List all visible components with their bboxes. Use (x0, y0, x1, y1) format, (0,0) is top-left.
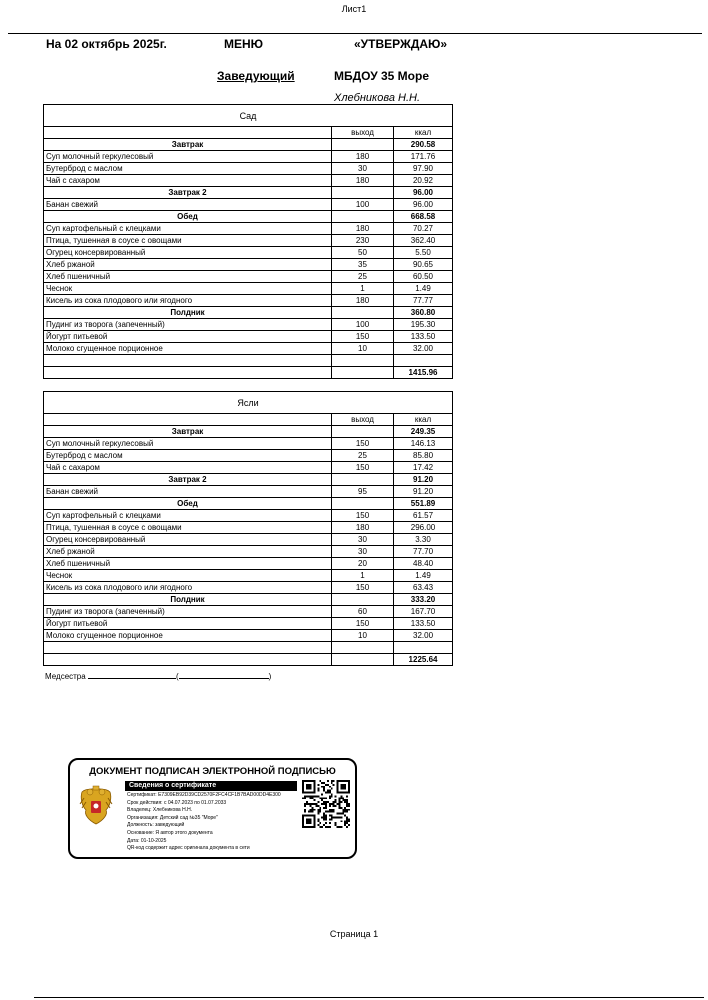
total-label (44, 654, 332, 666)
meal-name: Завтрак 2 (44, 474, 332, 486)
nurse-label: Медсестра (45, 672, 86, 681)
dish-kcal: 97.90 (394, 163, 453, 175)
certificate-detail-line: Должность: заведующий (127, 822, 185, 829)
blank-row (44, 642, 453, 654)
meal-row (44, 498, 453, 510)
dish-kcal: 32.00 (394, 343, 453, 355)
dish-kcal: 17.42 (394, 462, 453, 474)
dish-portion: 10 (332, 630, 394, 642)
dish-row (44, 151, 453, 163)
approval-heading: «УТВЕРЖДАЮ» (354, 37, 448, 51)
dish-name: Банан свежий (44, 199, 332, 211)
meal-kcal: 290.58 (394, 139, 453, 151)
meal-portion (332, 307, 394, 319)
dish-name: Молоко сгущенное порционное (44, 343, 332, 355)
meal-name: Завтрак (44, 426, 332, 438)
dish-name: Кисель из сока плодового или ягодного (44, 582, 332, 594)
dish-kcal: 1.49 (394, 570, 453, 582)
nurse-signature-line (45, 671, 271, 681)
dish-row (44, 259, 453, 271)
dish-row (44, 331, 453, 343)
dish-row (44, 343, 453, 355)
dish-portion: 30 (332, 163, 394, 175)
meal-kcal: 333.20 (394, 594, 453, 606)
dish-portion: 60 (332, 606, 394, 618)
meal-row (44, 594, 453, 606)
total-portion (332, 367, 394, 379)
meal-kcal: 360.80 (394, 307, 453, 319)
head-name: Хлебникова Н.Н. (334, 92, 421, 104)
column-header-name (44, 127, 332, 139)
meal-kcal: 91.20 (394, 474, 453, 486)
table-title: Сад (44, 105, 453, 127)
dish-row (44, 163, 453, 175)
dish-kcal: 63.43 (394, 582, 453, 594)
meal-kcal: 551.89 (394, 498, 453, 510)
meal-portion (332, 474, 394, 486)
column-header-row (44, 414, 453, 426)
dish-portion: 150 (332, 618, 394, 630)
nurse-open-paren: ( (175, 672, 179, 681)
column-header-row (44, 127, 453, 139)
meal-name: Полдник (44, 307, 332, 319)
nurse-close-paren: ) (268, 672, 272, 681)
dish-name: Хлеб пшеничный (44, 558, 332, 570)
column-header-kcal: ккал (394, 414, 453, 426)
dish-portion: 35 (332, 259, 394, 271)
total-row (44, 654, 453, 666)
menu-date: На 02 октябрь 2025г. (46, 37, 167, 51)
dish-row (44, 175, 453, 187)
dish-name: Бутерброд с маслом (44, 450, 332, 462)
dish-portion: 180 (332, 151, 394, 163)
meal-name: Завтрак 2 (44, 187, 332, 199)
certificate-detail-line: Владелец: Хлебникова Н.Н. (127, 807, 193, 814)
dish-kcal: 77.77 (394, 295, 453, 307)
nurse-signature-blank (88, 671, 176, 679)
total-portion (332, 654, 394, 666)
dish-name: Суп молочный геркулесовый (44, 438, 332, 450)
certificate-detail-line: Организация: Детский сад №35 "Море" (127, 814, 218, 821)
dish-portion: 10 (332, 343, 394, 355)
table-title-row (44, 105, 453, 127)
certificate-header: Сведения о сертификате (125, 781, 297, 791)
certificate-detail-line: QR-код содержит адрес оригинала документа в сети (127, 845, 250, 852)
total-kcal: 1225.64 (394, 654, 453, 666)
dish-name: Молоко сгущенное порционное (44, 630, 332, 642)
dish-name: Чай с сахаром (44, 175, 332, 187)
dish-portion: 30 (332, 546, 394, 558)
meal-row (44, 307, 453, 319)
blank-cell (44, 642, 332, 654)
dish-portion: 180 (332, 295, 394, 307)
dish-kcal: 20.92 (394, 175, 453, 187)
certificate-detail-line: Срок действия: с 04.07.2023 по 01.07.2033 (127, 799, 227, 806)
dish-kcal: 77.70 (394, 546, 453, 558)
head-position: Заведующий (217, 69, 295, 83)
dish-row (44, 283, 453, 295)
qr-code-icon (302, 780, 350, 828)
dish-kcal: 296.00 (394, 522, 453, 534)
meal-row (44, 426, 453, 438)
dish-kcal: 85.80 (394, 450, 453, 462)
meal-row (44, 211, 453, 223)
dish-row (44, 486, 453, 498)
dish-name: Хлеб пшеничный (44, 271, 332, 283)
blank-cell (44, 355, 332, 367)
meal-name: Завтрак (44, 139, 332, 151)
meal-portion (332, 211, 394, 223)
blank-cell (332, 355, 394, 367)
dish-kcal: 5.50 (394, 247, 453, 259)
dish-name: Суп картофельный с клецками (44, 223, 332, 235)
menu-table-yasli (43, 391, 453, 666)
menu-heading: МЕНЮ (224, 37, 264, 51)
page-number: Страница 1 (329, 929, 379, 939)
dish-name: Суп молочный геркулесовый (44, 151, 332, 163)
dish-row (44, 223, 453, 235)
dish-portion: 20 (332, 558, 394, 570)
dish-row (44, 295, 453, 307)
blank-cell (394, 642, 453, 654)
dish-kcal: 48.40 (394, 558, 453, 570)
organization-name: МБДОУ 35 Море (334, 69, 430, 83)
dish-name: Йогурт питьевой (44, 331, 332, 343)
dish-kcal: 167.70 (394, 606, 453, 618)
dish-kcal: 3.30 (394, 534, 453, 546)
meal-portion (332, 139, 394, 151)
meal-row (44, 474, 453, 486)
dish-portion: 50 (332, 247, 394, 259)
dish-portion: 150 (332, 510, 394, 522)
dish-portion: 95 (332, 486, 394, 498)
dish-portion: 150 (332, 331, 394, 343)
certificate-detail-line: Сертификат: E7309EB92D39CD2570F2FC4CF1B7BAD00DD4E300 (127, 792, 281, 798)
dish-name: Чеснок (44, 570, 332, 582)
dish-portion: 25 (332, 450, 394, 462)
dish-row (44, 630, 453, 642)
dish-portion: 1 (332, 283, 394, 295)
dish-row (44, 235, 453, 247)
column-header-portion: выход (332, 414, 394, 426)
total-kcal: 1415.96 (394, 367, 453, 379)
column-header-portion: выход (332, 127, 394, 139)
dish-name: Птица, тушенная в соусе с овощами (44, 522, 332, 534)
meal-portion (332, 594, 394, 606)
dish-name: Птица, тушенная в соусе с овощами (44, 235, 332, 247)
bottom-divider (34, 997, 704, 998)
dish-row (44, 534, 453, 546)
dish-kcal: 171.76 (394, 151, 453, 163)
dish-row (44, 618, 453, 630)
table-title-row (44, 392, 453, 414)
dish-portion: 30 (332, 534, 394, 546)
dish-row (44, 319, 453, 331)
dish-name: Кисель из сока плодового или ягодного (44, 295, 332, 307)
dish-row (44, 570, 453, 582)
dish-row (44, 522, 453, 534)
dish-name: Суп картофельный с клецками (44, 510, 332, 522)
dish-row (44, 546, 453, 558)
dish-portion: 180 (332, 522, 394, 534)
dish-portion: 25 (332, 271, 394, 283)
dish-kcal: 146.13 (394, 438, 453, 450)
dish-kcal: 195.30 (394, 319, 453, 331)
dish-kcal: 133.50 (394, 331, 453, 343)
dish-portion: 230 (332, 235, 394, 247)
dish-name: Хлеб ржаной (44, 546, 332, 558)
dish-kcal: 61.57 (394, 510, 453, 522)
dish-row (44, 247, 453, 259)
blank-row (44, 355, 453, 367)
certificate-detail-line: Основание: Я автор этого документа (127, 829, 213, 836)
dish-name: Пудинг из творога (запеченный) (44, 319, 332, 331)
dish-row (44, 510, 453, 522)
dish-kcal: 1.49 (394, 283, 453, 295)
dish-kcal: 32.00 (394, 630, 453, 642)
russian-coat-of-arms-icon (78, 784, 114, 826)
dish-row (44, 462, 453, 474)
blank-cell (394, 355, 453, 367)
dish-portion: 180 (332, 175, 394, 187)
dish-row (44, 582, 453, 594)
meal-portion (332, 426, 394, 438)
dish-portion: 150 (332, 462, 394, 474)
sheet-title: Лист1 (341, 4, 367, 14)
total-row (44, 367, 453, 379)
meal-row (44, 187, 453, 199)
meal-portion (332, 187, 394, 199)
dish-name: Чеснок (44, 283, 332, 295)
dish-name: Огурец консервированный (44, 247, 332, 259)
dish-kcal: 70.27 (394, 223, 453, 235)
dish-name: Банан свежий (44, 486, 332, 498)
certificate-detail-line: Дата: 01-10-2025 (127, 837, 167, 844)
dish-kcal: 60.50 (394, 271, 453, 283)
meal-name: Полдник (44, 594, 332, 606)
dish-kcal: 133.50 (394, 618, 453, 630)
meal-name: Обед (44, 211, 332, 223)
dish-row (44, 558, 453, 570)
dish-kcal: 362.40 (394, 235, 453, 247)
dish-name: Хлеб ржаной (44, 259, 332, 271)
nurse-name-blank (179, 671, 269, 679)
meal-row (44, 139, 453, 151)
total-label (44, 367, 332, 379)
dish-row (44, 271, 453, 283)
dish-portion: 150 (332, 582, 394, 594)
dish-portion: 100 (332, 319, 394, 331)
meal-kcal: 668.58 (394, 211, 453, 223)
dish-name: Чай с сахаром (44, 462, 332, 474)
dish-row (44, 606, 453, 618)
dish-row (44, 438, 453, 450)
menu-table-sad (43, 104, 453, 379)
column-header-name (44, 414, 332, 426)
dish-portion: 180 (332, 223, 394, 235)
dish-name: Йогурт питьевой (44, 618, 332, 630)
meal-name: Обед (44, 498, 332, 510)
column-header-kcal: ккал (394, 127, 453, 139)
dish-kcal: 91.20 (394, 486, 453, 498)
dish-name: Огурец консервированный (44, 534, 332, 546)
meal-portion (332, 498, 394, 510)
blank-cell (332, 642, 394, 654)
dish-portion: 100 (332, 199, 394, 211)
stamp-title: ДОКУМЕНТ ПОДПИСАН ЭЛЕКТРОННОЙ ПОДПИСЬЮ (89, 766, 336, 777)
meal-kcal: 249.35 (394, 426, 453, 438)
dish-kcal: 96.00 (394, 199, 453, 211)
dish-row (44, 450, 453, 462)
table-title: Ясли (44, 392, 453, 414)
dish-portion: 1 (332, 570, 394, 582)
meal-kcal: 96.00 (394, 187, 453, 199)
top-divider (8, 33, 702, 34)
electronic-signature-stamp (68, 758, 357, 859)
dish-name: Бутерброд с маслом (44, 163, 332, 175)
dish-row (44, 199, 453, 211)
dish-name: Пудинг из творога (запеченный) (44, 606, 332, 618)
dish-portion: 150 (332, 438, 394, 450)
dish-kcal: 90.65 (394, 259, 453, 271)
